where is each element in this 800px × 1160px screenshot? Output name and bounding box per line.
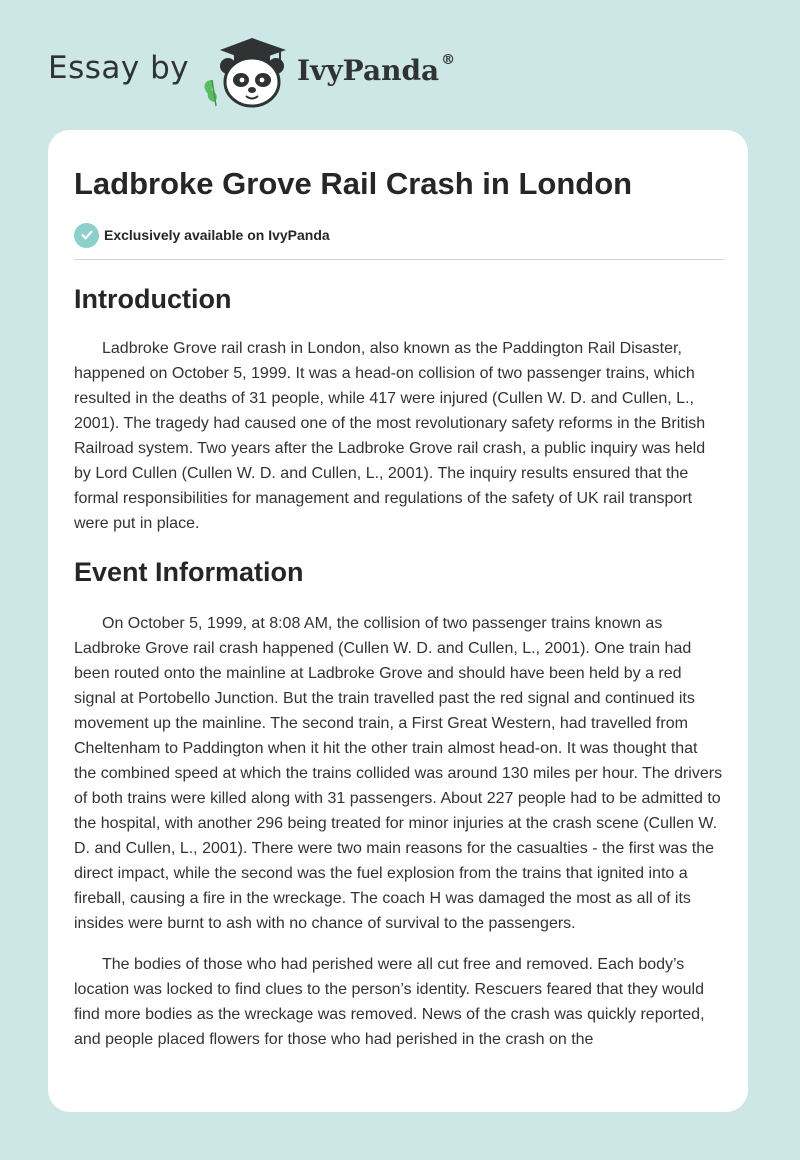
badge-label: Exclusively available on IvyPanda [104,227,330,243]
divider [74,259,724,260]
panda-graduate-icon [200,36,292,108]
section-heading-introduction: Introduction [74,284,232,314]
paragraph: The bodies of those who had perished were all cut free and removed. Each body’s location was locked to find clues to the person’s identity. Rescuers feared that they would find more bodies as the wreckage was removed. News of the crash was quickly reported, and people placed flowers for those who had perished in the crash on the [74,956,705,1048]
page-title: Ladbroke Grove Rail Crash in London [74,166,633,201]
brand-label: IvyPanda [297,54,440,87]
section-heading-event-information: Event Information [74,557,304,587]
brand-name [297,54,455,87]
paragraph: On October 5, 1999, at 8:08 AM, the collision of two passenger trains known as Ladbroke Grove rail crash happened (Cullen W. D. and Cullen, L., 2001). One train had been routed onto the mainline at Ladbroke Grove and should have been held by a red signal at Portobello Junction. But the train travelled past the red signal and continued its movement up the mainline. The second train, a First Great Western, had travelled from Cheltenham to Paddington when it hit the other train almost head-on. It was thought that the combined speed at which the trains collided was around 130 miles per hour. The drivers of both trains were killed along with 31 passengers. About 227 people had to be admitted to the hospital, with another 296 being treated for minor injuries at the crash scene (Cullen W. D. and Cullen, L., 2001). There were two main reasons for the casualties - the first was the direct impact, while the second was the fuel explosion from the trains that ignited into a fireball, causing a fire in the wreckage. The coach H was damaged the most as all of its insides were burnt to ash with no chance of survival to the passengers. [74,615,723,932]
paragraph: Ladbroke Grove rail crash in London, also known as the Paddington Rail Disaster, happened on October 5, 1999. It was a head-on collision of two passenger trains, which resulted in the deaths of 31 people, while 417 were injured (Cullen W. D. and Cullen, L., 2001). The tragedy had caused one of the most revolutionary safety reforms in the British Railroad system. Two years after the Ladbroke Grove rail crash, a public inquiry was held by Lord Cullen (Cullen W. D. and Cullen, L., 2001). The inquiry results ensured that the formal responsibilities for management and regulations of the safety of UK rail transport were put in place. [74,340,706,532]
article-card [48,130,748,1112]
article-content [74,164,724,1052]
site-header [0,0,800,130]
exclusive-badge [74,222,724,248]
essay-by-label: Essay by [48,50,190,86]
check-circle-icon [74,223,99,248]
registered-mark: ® [441,52,456,68]
